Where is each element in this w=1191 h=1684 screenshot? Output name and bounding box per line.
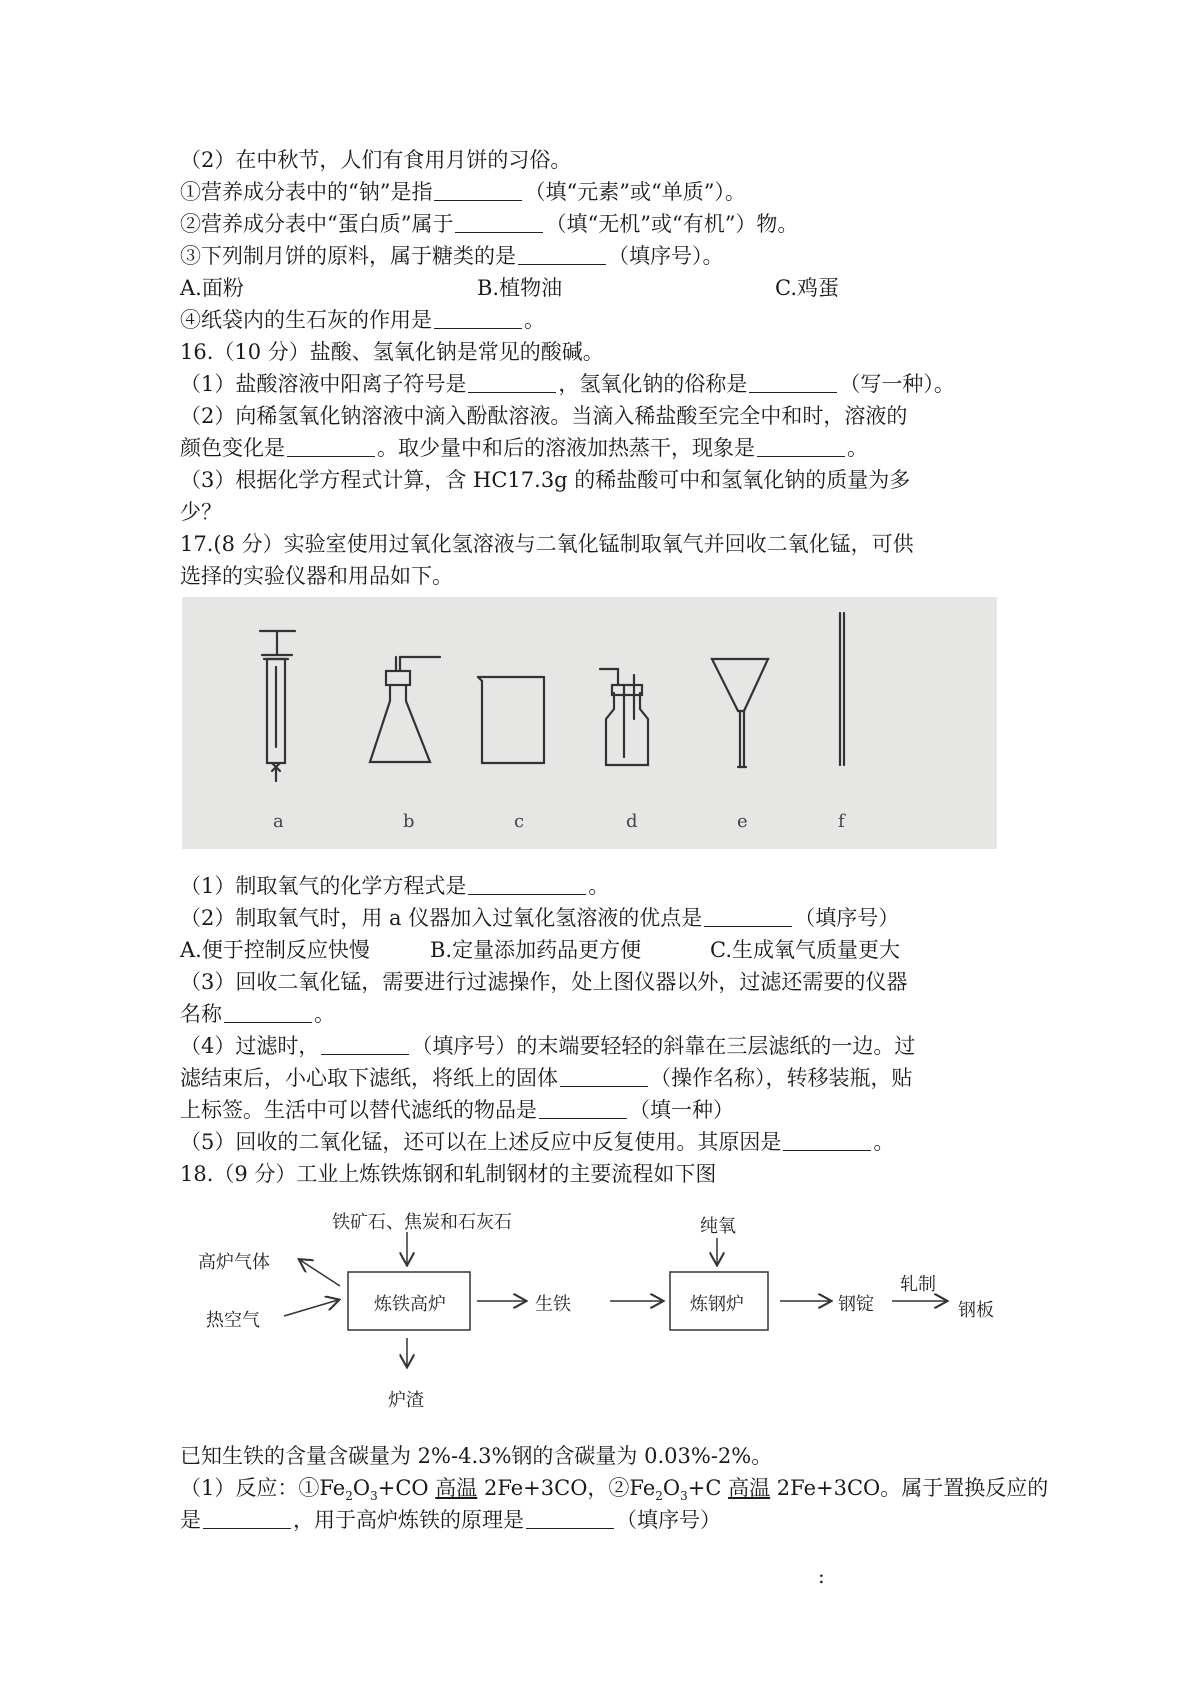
answer-blank[interactable] <box>518 242 606 265</box>
answer-blank[interactable] <box>434 306 522 329</box>
condition-high-temp: 高温 <box>435 1476 478 1500</box>
answer-blank[interactable] <box>224 1000 312 1023</box>
answer-blank[interactable] <box>539 1096 627 1119</box>
q16-title: 16.（10 分）盐酸、氢氧化钠是常见的酸碱。 <box>180 340 604 364</box>
label-d: d <box>626 811 638 832</box>
pig-iron-label: 生铁 <box>535 1294 571 1315</box>
beaker-icon <box>478 677 544 763</box>
q17-part2: （2）制取氧气时，用 a 仪器加入过氧化氢溶液的优点是 （填序号） <box>180 906 900 930</box>
footer-mark: : <box>818 1564 825 1588</box>
gas-bottle-icon <box>600 669 648 765</box>
q17-part4-line1: （4）过滤时， （填序号）的末端要轻轻的斜靠在三层滤纸的一边。过 <box>180 1034 916 1058</box>
answer-blank[interactable] <box>321 1032 409 1055</box>
label-c: c <box>514 811 525 832</box>
q17-title-line2: 选择的实验仪器和用品如下。 <box>180 564 453 588</box>
ingot-label: 钢锭 <box>838 1294 874 1315</box>
q16-part1: （1）盐酸溶液中阳离子符号是 ，氢氧化钠的俗称是 （写一种）。 <box>180 372 955 396</box>
q15-part2-intro: （2）在中秋节，人们有食用月饼的习俗。 <box>180 148 572 172</box>
answer-blank[interactable] <box>287 434 375 457</box>
q16-part2-line1: （2）向稀氢氧化钠溶液中滴入酚酞溶液。当滴入稀盐酸至完全中和时，溶液的 <box>180 404 908 428</box>
label-b: b <box>403 811 415 832</box>
label-f: f <box>838 811 845 832</box>
conical-flask-icon <box>370 657 440 762</box>
process-flow-diagram <box>180 1200 1040 1425</box>
option-a: A.便于控制反应快慢 <box>180 938 370 962</box>
answer-blank[interactable] <box>757 434 845 457</box>
q15-item4: ④纸袋内的生石灰的作用是 。 <box>180 308 545 332</box>
option-a: A.面粉 <box>180 276 244 300</box>
answer-blank[interactable] <box>468 370 556 393</box>
hot-air-label: 热空气 <box>206 1310 260 1331</box>
q18-title: 18.（9 分）工业上炼铁炼钢和轧制钢材的主要流程如下图 <box>180 1162 717 1186</box>
label-e: e <box>737 811 748 832</box>
q18-known-info: 已知生铁的含量含碳量为 2%-4.3%钢的含碳量为 0.03%-2%。 <box>180 1444 773 1468</box>
answer-blank[interactable] <box>468 872 586 895</box>
funnel-icon <box>712 659 768 767</box>
blast-furnace-label: 炼铁高炉 <box>374 1294 446 1315</box>
answer-blank[interactable] <box>434 178 522 201</box>
q17-part3-line1: （3）回收二氧化锰，需要进行过滤操作，处上图仪器以外，过滤还需要的仪器 <box>180 970 908 994</box>
q17-part5: （5）回收的二氧化锰，还可以在上述反应中反复使用。其原因是 。 <box>180 1130 895 1154</box>
q18-part1-line1: （1）反应：$①Fe_2O_3+CO$ 高温 2Fe+3CO，$②Fe_2O_3+C$ 高温 2Fe+3CO。属于置换反应的 <box>180 1476 1049 1504</box>
furnace-gas-label: 高炉气体 <box>198 1252 270 1273</box>
answer-blank[interactable] <box>455 210 543 233</box>
label-a: a <box>273 811 284 832</box>
pure-oxygen-label: 纯氧 <box>700 1216 736 1237</box>
option-c: C.鸡蛋 <box>775 276 839 300</box>
raw-materials-label: 铁矿石、焦炭和石灰石 <box>332 1212 512 1233</box>
glass-rod-icon <box>840 613 844 765</box>
q16-part2-line2: 颜色变化是 。取少量中和后的溶液加热蒸干，现象是 。 <box>180 436 868 460</box>
option-c: C.生成氧气质量更大 <box>710 938 900 962</box>
syringe-icon <box>260 631 295 781</box>
answer-blank[interactable] <box>203 1506 291 1529</box>
steel-furnace-label: 炼钢炉 <box>690 1294 744 1315</box>
q15-item2: ②营养成分表中“蛋白质”属于 （填“无机”或“有机”）物。 <box>180 212 799 236</box>
q15-item3: ③下列制月饼的原料，属于糖类的是 （填序号）。 <box>180 244 724 268</box>
option-b: B.定量添加药品更方便 <box>430 938 642 962</box>
q18-part1-line2: 是 ，用于高炉炼铁的原理是 （填序号） <box>180 1508 721 1532</box>
q17-part4-line3: 上标签。生活中可以替代滤纸的物品是 （填一种） <box>180 1098 734 1122</box>
answer-blank[interactable] <box>783 1128 871 1151</box>
steel-plate-label: 钢板 <box>958 1300 994 1321</box>
option-b: B.植物油 <box>477 276 563 300</box>
apparatus-figure <box>182 597 997 849</box>
q16-part3-line1: （3）根据化学方程式计算，含 HC17.3g 的稀盐酸可中和氢氧化钠的质量为多 <box>180 468 911 492</box>
answer-blank[interactable] <box>704 904 792 927</box>
rolling-label: 轧制 <box>900 1274 936 1295</box>
q17-part1: （1）制取氧气的化学方程式是 。 <box>180 874 610 898</box>
q15-item1: ①营养成分表中的“钠”是指 （填“元素”或“单质”）。 <box>180 180 746 204</box>
answer-blank[interactable] <box>749 370 837 393</box>
apparatus-drawing <box>182 597 997 849</box>
condition-high-temp: 高温 <box>728 1476 771 1500</box>
answer-blank[interactable] <box>526 1506 614 1529</box>
q17-part3-line2: 名称 。 <box>180 1002 335 1026</box>
q17-title-line1: 17.(8 分）实验室使用过氧化氢溶液与二氧化锰制取氧气并回收二氧化锰，可供 <box>180 532 914 556</box>
slag-label: 炉渣 <box>388 1390 424 1411</box>
flow-arrows <box>180 1200 1040 1425</box>
answer-blank[interactable] <box>560 1064 648 1087</box>
q17-part4-line2: 滤结束后，小心取下滤纸，将纸上的固体 （操作名称），转移装瓶，贴 <box>180 1066 913 1090</box>
q16-part3-line2: 少？ <box>180 500 222 524</box>
